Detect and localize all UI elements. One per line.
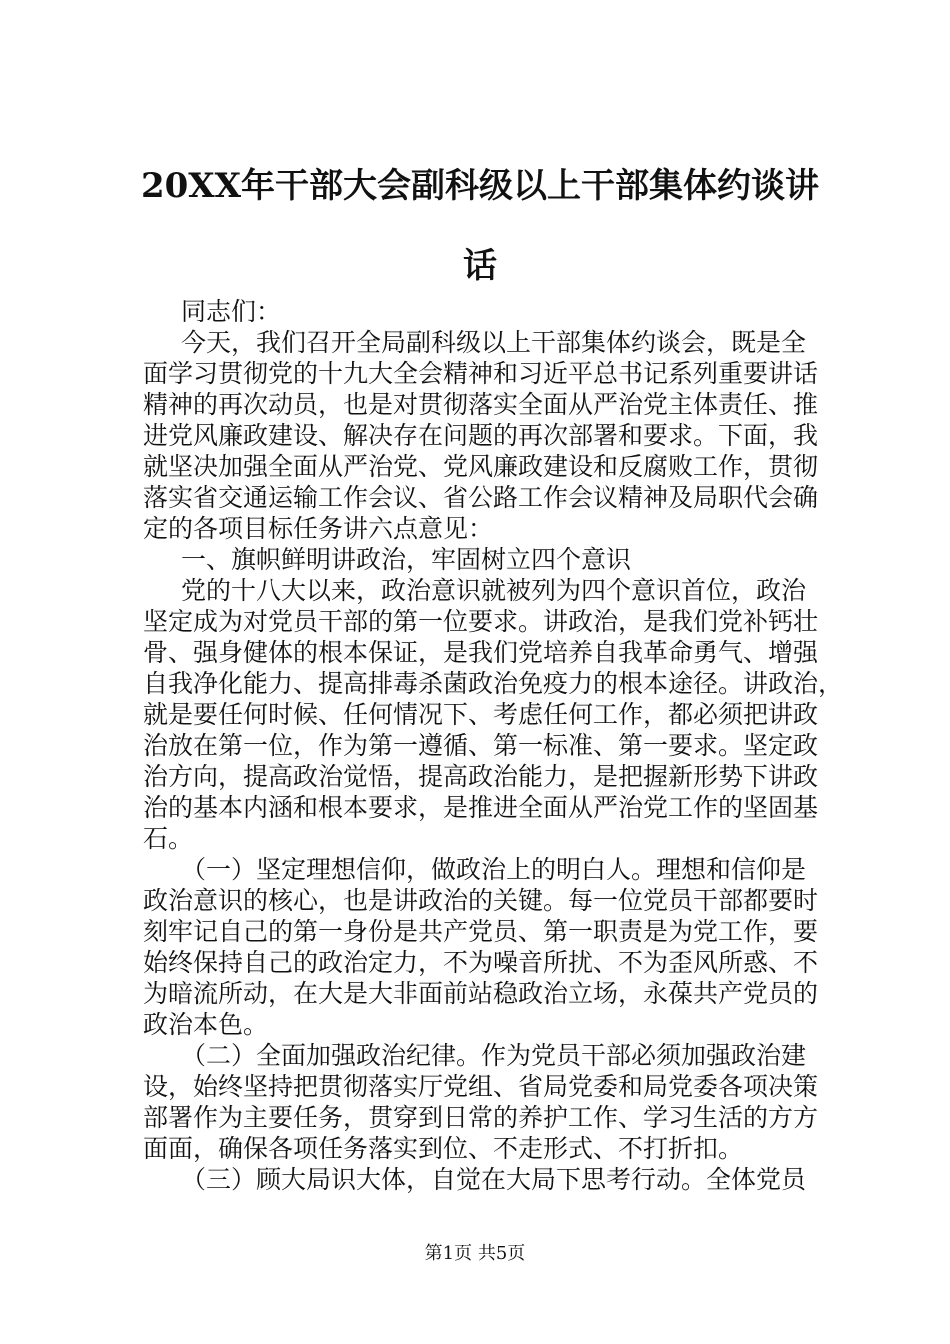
paragraph-line: 政治意识的核心，也是讲政治的关键。每一位党员干部都要时 xyxy=(143,886,819,915)
paragraph-line: 设，始终坚持把贯彻落实厅党组、省局党委和局党委各项决策 xyxy=(143,1072,819,1101)
paragraph-line: 部署作为主要任务，贯穿到日常的养护工作、学习生活的方方 xyxy=(143,1103,819,1132)
paragraph-line: 政治本色。 xyxy=(143,1010,269,1039)
page-footer: 第1页 共5页 xyxy=(424,1243,526,1264)
subsection-line: （三）顾大局识大体，自觉在大局下思考行动。全体党员 xyxy=(181,1165,807,1194)
paragraph-line: 为暗流所动，在大是大非面前站稳政治立场，永葆共产党员的 xyxy=(143,979,819,1008)
subsection-line: （一）坚定理想信仰，做政治上的明白人。理想和信仰是 xyxy=(181,855,807,884)
section-heading: 一、旗帜鲜明讲政治，牢固树立四个意识 xyxy=(181,545,632,574)
paragraph-line: 落实省交通运输工作会议、省公路工作会议精神及局职代会确 xyxy=(143,483,819,512)
paragraph-line: 刻牢记自己的第一身份是共产党员、第一职责是为党工作，要 xyxy=(143,917,819,946)
paragraph-line: 定的各项目标任务讲六点意见： xyxy=(143,514,494,543)
document-title-line-1: 20XX年干部大会副科级以上干部集体约谈讲 xyxy=(140,166,820,206)
paragraph-line: 自我净化能力、提高排毒杀菌政治免疫力的根本途径。讲政治， xyxy=(143,669,844,698)
paragraph-line: 骨、强身健体的根本保证，是我们党培养自我革命勇气、增强 xyxy=(143,638,819,667)
paragraph-line: 石。 xyxy=(143,824,194,853)
document-body xyxy=(143,296,843,1195)
paragraph-line: 进党风廉政建设、解决存在问题的再次部署和要求。下面，我 xyxy=(143,421,819,450)
paragraph-line: 面学习贯彻党的十九大全会精神和习近平总书记系列重要讲话 xyxy=(143,359,819,388)
paragraph-line: 治的基本内涵和根本要求，是推进全面从严治党工作的坚固基 xyxy=(143,793,819,822)
subsection-line: （二）全面加强政治纪律。作为党员干部必须加强政治建 xyxy=(181,1041,807,1070)
paragraph-line: 今天，我们召开全局副科级以上干部集体约谈会，既是全 xyxy=(181,328,807,357)
paragraph-line: 党的十八大以来，政治意识就被列为四个意识首位，政治 xyxy=(181,576,807,605)
paragraph-line: 就坚决加强全面从严治党、党风廉政建设和反腐败工作，贯彻 xyxy=(143,452,819,481)
document-title-line-2: 话 xyxy=(463,246,497,286)
salutation: 同志们： xyxy=(181,297,282,326)
paragraph-line: 治方向，提高政治觉悟，提高政治能力，是把握新形势下讲政 xyxy=(143,762,819,791)
paragraph-line: 就是要任何时候、任何情况下、考虑任何工作，都必须把讲政 xyxy=(143,700,819,729)
paragraph-line: 始终保持自己的政治定力，不为噪音所扰、不为歪风所惑、不 xyxy=(143,948,819,977)
paragraph-line: 坚定成为对党员干部的第一位要求。讲政治，是我们党补钙壮 xyxy=(143,607,819,636)
paragraph-line: 精神的再次动员，也是对贯彻落实全面从严治党主体责任、推 xyxy=(143,390,819,419)
paragraph-line: 面面，确保各项任务落实到位、不走形式、不打折扣。 xyxy=(143,1134,744,1163)
paragraph-line: 治放在第一位，作为第一遵循、第一标准、第一要求。坚定政 xyxy=(143,731,819,760)
